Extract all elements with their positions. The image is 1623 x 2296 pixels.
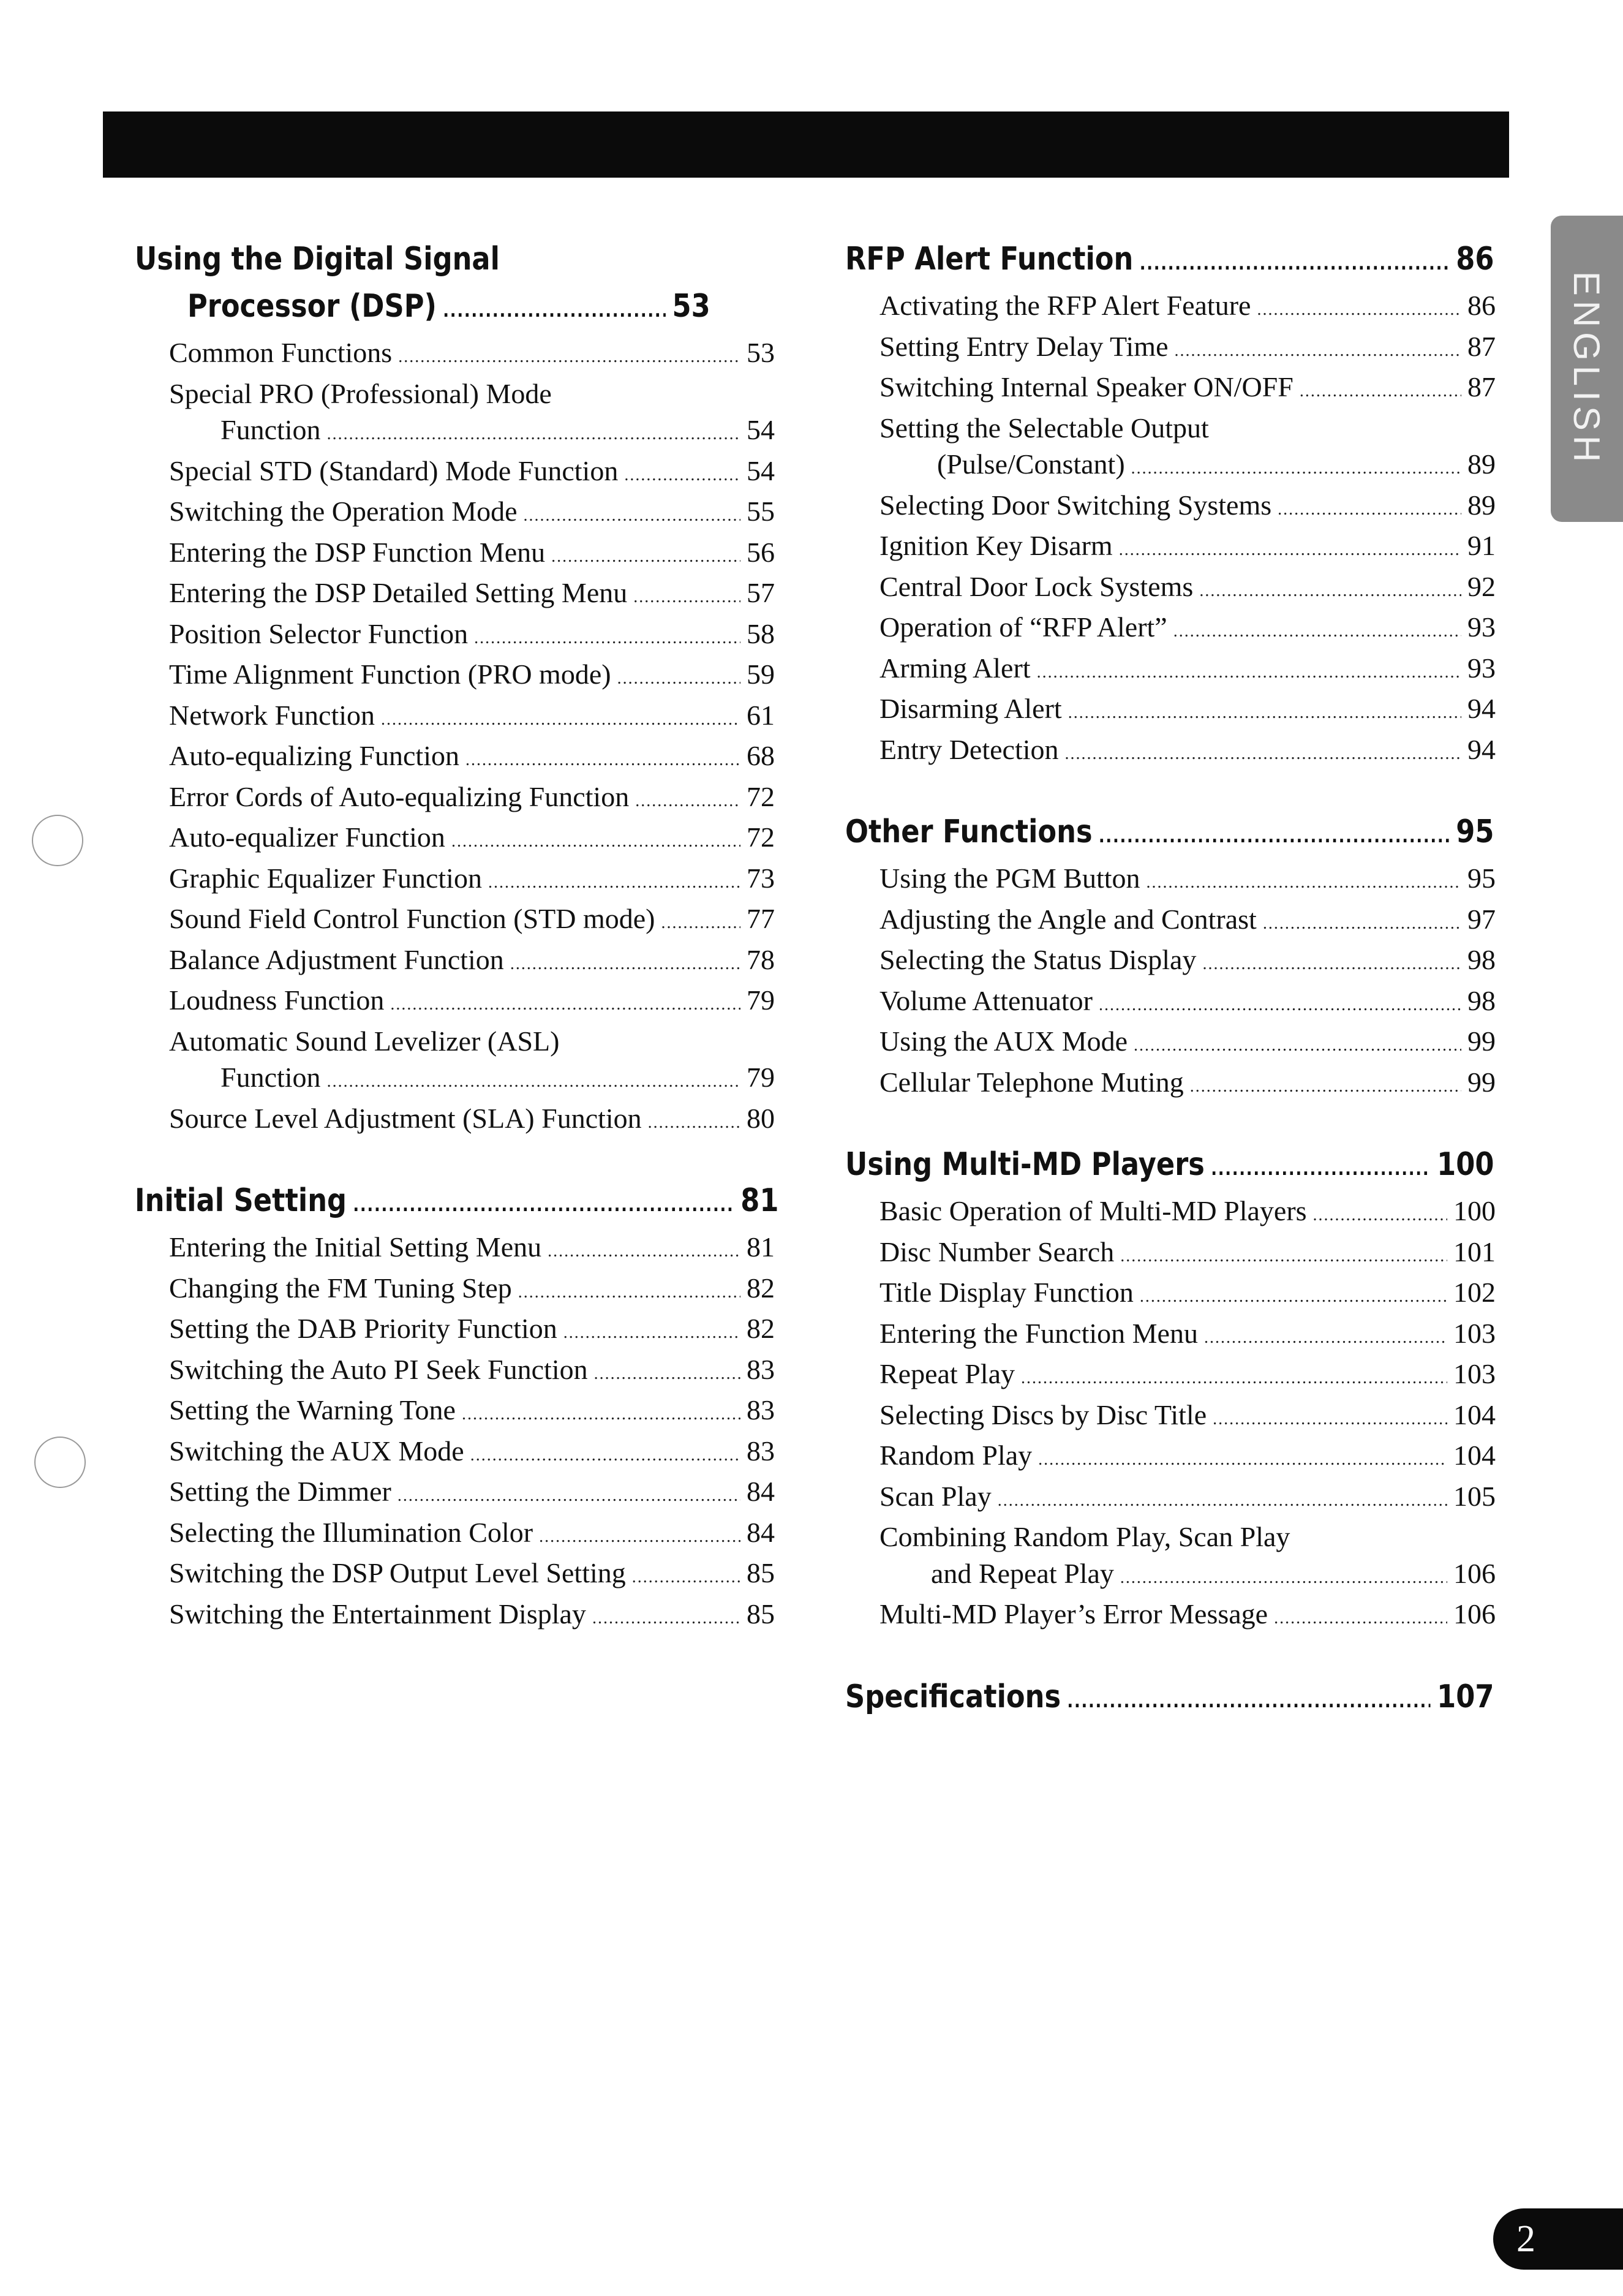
toc-entry-title: Loudness Function [169,984,385,1016]
toc-entry[interactable] [845,1356,1496,1397]
toc-entry-title: Central Door Lock Systems [879,570,1194,602]
toc-entry-title: Operation of “RFP Alert” [879,611,1167,643]
toc-entry[interactable] [135,493,775,534]
toc-page: 84 [747,1476,775,1507]
toc-entry[interactable] [845,860,1496,901]
dot-leader [1173,613,1461,650]
toc-left-column [135,236,779,1636]
dot-leader [1313,1197,1447,1234]
toc-entry-title: Auto-equalizing Function [169,740,459,771]
header-bar [103,111,1509,178]
toc-entry-title: Selecting Door Switching Systems [879,489,1272,521]
toc-page: 107 [1437,1678,1494,1715]
dot-leader [1147,864,1461,901]
toc-page: 99 [1467,1025,1496,1057]
dot-leader [1204,1320,1447,1356]
toc-entry-title: Entering the Initial Setting Menu [169,1231,542,1263]
dot-leader [1263,905,1461,942]
toc-entry[interactable] [135,412,775,453]
toc-entry-title: Switching the DSP Output Level Setting [169,1557,626,1588]
toc-entry-title: Selecting the Illumination Color [169,1516,533,1548]
toc-page: 103 [1453,1358,1496,1389]
dot-leader [398,339,740,376]
toc-entry[interactable] [135,1229,775,1270]
toc-page: 99 [1467,1066,1496,1098]
dot-leader [1140,1278,1447,1315]
dot-leader [998,1482,1447,1519]
toc-entry-title: Setting Entry Delay Time [879,330,1169,362]
dot-leader [1099,813,1450,860]
toc-entry-title: Using the AUX Mode [879,1025,1128,1057]
dot-leader [539,1519,740,1555]
toc-heading-dsp[interactable]: Using the Digital Signal [135,241,500,278]
dot-leader [1300,373,1461,410]
toc-entry-title: Balance Adjustment Function [169,943,504,975]
toc-page: 85 [747,1557,775,1588]
toc-entry[interactable] [135,534,775,575]
dot-leader [1274,1600,1447,1637]
toc-entry-title: Arming Alert [879,652,1031,684]
dot-leader [1190,1068,1461,1105]
toc-page: 58 [747,617,775,649]
toc-page: 78 [747,943,775,975]
dot-leader [510,946,740,983]
toc-entry[interactable] [135,1473,775,1514]
punch-hole-mark [32,815,83,866]
toc-entry[interactable] [135,901,775,942]
dot-leader [1278,491,1461,528]
toc-entry[interactable] [845,942,1496,983]
toc-entry[interactable] [135,982,775,1023]
toc-entry[interactable] [845,1023,1496,1064]
toc-entry-title: Sound Field Control Function (STD mode) [169,903,655,934]
punch-hole-mark [34,1437,86,1488]
toc-entry-title: Network Function [169,699,375,731]
dot-leader [462,1396,740,1433]
toc-entry-title: Setting the Dimmer [169,1476,391,1507]
toc-entry[interactable] [135,738,775,779]
toc-page: 54 [747,414,775,445]
toc-page: 85 [747,1598,775,1629]
toc-page: 103 [1453,1317,1496,1349]
language-tab-label: ENGLISH [1566,271,1608,467]
toc-entry[interactable] [135,453,775,494]
dot-leader [1213,1401,1447,1438]
dot-leader [633,579,740,616]
toc-page: 53 [747,337,775,368]
toc-page: 56 [747,536,775,568]
toc-entry[interactable] [845,690,1496,731]
toc-page: 72 [747,821,775,853]
toc-entry[interactable] [135,575,775,616]
toc-entry-title: Switching the Operation Mode [169,496,518,527]
toc-page: 95 [1456,814,1494,850]
dot-leader [1037,654,1461,691]
toc-entry-title: Switching the Auto PI Seek Function [169,1353,588,1385]
toc-page: 77 [747,903,775,934]
toc-entry-title: Ignition Key Disarm [879,530,1113,561]
toc-page: 91 [1467,530,1496,561]
toc-entry-title: Setting the Warning Tone [169,1394,456,1426]
toc-entry-title: Disc Number Search [879,1236,1115,1267]
toc-page: 57 [747,577,775,608]
dot-leader [488,864,740,901]
toc-entry[interactable] [135,1059,775,1100]
dot-leader [1021,1360,1447,1397]
toc-page: 86 [1456,241,1494,278]
toc-page: 93 [1467,611,1496,643]
toc-page: 79 [747,984,775,1016]
toc-page: 106 [1453,1598,1496,1629]
toc-page: 82 [747,1272,775,1304]
dot-leader [465,742,740,779]
toc-right-column [845,236,1496,1725]
toc-entry-title: Using the PGM Button [879,863,1140,894]
dot-leader [617,660,740,697]
toc-entry[interactable] [135,942,775,983]
toc-page: 68 [747,740,775,771]
toc-entry[interactable] [845,1596,1496,1637]
toc-entry[interactable] [135,1270,775,1311]
dot-leader [1211,1146,1431,1193]
dot-leader [1119,532,1461,568]
toc-entry[interactable] [135,697,775,738]
toc-entry[interactable] [135,334,775,376]
toc-entry[interactable] [845,650,1496,691]
toc-page: 81 [740,1182,779,1219]
toc-entry[interactable] [135,779,775,820]
dot-leader [1202,946,1461,983]
toc-entry-title: and Repeat Play [931,1557,1114,1589]
toc-page: 79 [747,1062,775,1093]
toc-entry-title: Switching the AUX Mode [169,1435,464,1467]
dot-leader [563,1315,740,1351]
toc-entry-title: Source Level Adjustment (SLA) Function [169,1102,642,1134]
toc-page: 89 [1467,489,1496,521]
dot-leader [1068,695,1461,731]
toc-entry-title: Time Alignment Function (PRO mode) [169,659,611,690]
toc-entry[interactable] [845,731,1496,772]
toc-heading-rfp[interactable]: RFP Alert Function ..... 86 [845,236,1494,287]
toc-page: 82 [747,1313,775,1344]
toc-entry[interactable] [135,1555,775,1596]
toc-entry[interactable] [845,1555,1496,1596]
dot-leader [451,823,740,860]
dot-leader [1120,1238,1447,1275]
toc-entry-line1[interactable]: Combining Random Play, Scan Play [879,1521,1290,1552]
toc-entry[interactable] [845,1397,1496,1438]
toc-page: 53 [672,288,710,325]
dot-leader [1175,333,1462,369]
dot-leader [594,1356,740,1392]
toc-entry-title: Common Functions [169,337,393,368]
toc-entry-title: Setting the DAB Priority Function [169,1313,557,1344]
dot-leader [381,701,740,738]
toc-entry-line1[interactable]: Special PRO (Professional) Mode [169,377,552,409]
toc-entry-title: Cellular Telephone Muting [879,1066,1184,1098]
toc-entry-title: Entering the DSP Detailed Setting Menu [169,577,628,608]
dot-leader [518,1274,740,1311]
toc-page: 105 [1453,1480,1496,1512]
toc-page: 93 [1467,652,1496,684]
dot-leader [661,905,741,942]
toc-entry-title: Entering the Function Menu [879,1317,1198,1349]
dot-leader [548,1233,740,1270]
toc-entry[interactable] [135,1351,775,1392]
section-gap [135,1141,775,1177]
toc-entry-title: Title Display Function [879,1277,1134,1308]
dot-leader [353,1182,734,1229]
toc-entry[interactable] [845,1315,1496,1356]
toc-entry-title: Position Selector Function [169,617,469,649]
dot-leader [327,1063,740,1100]
dot-leader [632,1559,740,1596]
toc-page: 55 [747,496,775,527]
toc-entry-title: Function [220,1062,321,1093]
dot-leader [470,1437,740,1474]
dot-leader [327,416,740,453]
toc-page: 92 [1467,570,1496,602]
toc-entry[interactable] [845,487,1496,528]
toc-entry[interactable] [845,527,1496,568]
toc-page: 59 [747,659,775,690]
toc-heading-specs[interactable]: Specifications ..... 107 [845,1674,1494,1725]
toc-page: 102 [1453,1277,1496,1308]
toc-entry[interactable] [845,1478,1496,1519]
toc-page: 73 [747,862,775,894]
dot-leader [1257,292,1461,328]
toc-entry-line1[interactable]: Automatic Sound Levelizer (ASL) [169,1025,560,1057]
dot-leader [635,783,740,820]
dot-leader [1140,240,1450,287]
toc-entry-title: Auto-equalizer Function [169,821,445,853]
language-tab[interactable] [1551,216,1623,522]
toc-entry-title: Adjusting the Angle and Contrast [879,903,1257,935]
section-gap [845,772,1496,809]
toc-entry[interactable] [135,1596,775,1637]
dot-leader [1065,736,1461,772]
toc-entry-title: Changing the FM Tuning Step [169,1272,512,1304]
toc-entry[interactable] [135,1433,775,1474]
dot-leader [1038,1441,1447,1478]
toc-entry-title: Activating the RFP Alert Feature [879,290,1251,321]
toc-entry-title: Basic Operation of Multi-MD Players [879,1195,1307,1226]
toc-entry[interactable] [845,1064,1496,1105]
toc-page: 95 [1467,863,1496,894]
toc-page: 61 [747,699,775,731]
toc-heading-multimd[interactable]: Using Multi-MD Players ..... 100 [845,1141,1494,1193]
section-gap [845,1637,1496,1674]
toc-entry[interactable] [135,819,775,860]
toc-page: 106 [1453,1557,1496,1589]
toc-entry-title: Error Cords of Auto-equalizing Function [169,780,630,812]
toc-entry[interactable] [845,568,1496,610]
toc-entry-title: Switching the Entertainment Display [169,1598,586,1629]
toc-entry-title: (Pulse/Constant) [937,448,1125,480]
dot-leader [1134,1027,1461,1064]
toc-page: 89 [1467,448,1496,480]
toc-heading-other[interactable]: Other Functions ..... 95 [845,809,1494,860]
toc-page: 72 [747,780,775,812]
toc-heading-initial[interactable]: Initial Setting ..... 81 [135,1177,778,1229]
dot-leader [390,986,740,1023]
dot-leader [474,620,740,657]
dot-leader [648,1105,740,1141]
toc-page: 94 [1467,733,1496,765]
toc-entry[interactable] [135,1310,775,1351]
toc-heading-dsp-line2[interactable]: Processor (DSP) ..... 53 [135,283,710,334]
toc-entry[interactable] [845,901,1496,942]
toc-page: 83 [747,1394,775,1426]
toc-entry[interactable] [845,1274,1496,1315]
toc-entry-title: Repeat Play [879,1358,1015,1389]
toc-page: 104 [1453,1399,1496,1430]
toc-page: 80 [747,1102,775,1134]
toc-page: 100 [1453,1195,1496,1226]
toc-entry[interactable] [845,369,1496,410]
toc-page: 104 [1453,1440,1496,1471]
dot-leader [397,1478,740,1514]
toc-page: 83 [747,1435,775,1467]
toc-entry[interactable] [845,1437,1496,1478]
toc-entry-title: Special STD (Standard) Mode Function [169,455,619,486]
toc-entry[interactable] [845,287,1496,328]
toc-page: 97 [1467,903,1496,935]
toc-entry-title: Scan Play [879,1480,992,1512]
toc-entry-title: Volume Attenuator [879,984,1093,1016]
toc-page: 101 [1453,1236,1496,1267]
dot-leader [1067,1678,1430,1725]
toc-entry[interactable] [845,983,1496,1024]
dot-leader [443,287,666,334]
toc-page: 87 [1467,371,1496,402]
toc-page: 54 [747,455,775,486]
toc-page: 98 [1467,984,1496,1016]
toc-entry[interactable] [845,328,1496,369]
toc-entry[interactable] [135,860,775,901]
toc-entry-title: Disarming Alert [879,693,1062,724]
toc-entry[interactable] [845,446,1496,487]
toc-page: 86 [1467,290,1496,321]
toc-entry-line1[interactable]: Setting the Selectable Output [879,412,1209,444]
toc-entry-title: Entering the DSP Function Menu [169,536,546,568]
toc-entry-title: Entry Detection [879,733,1059,765]
toc-entry[interactable] [135,1392,775,1433]
toc-page: 94 [1467,693,1496,724]
toc-page: 84 [747,1516,775,1548]
toc-entry[interactable] [135,616,775,657]
toc-page: 87 [1467,330,1496,362]
dot-leader [524,497,740,534]
dot-leader [1199,573,1461,610]
toc-entry-title: Multi-MD Player’s Error Message [879,1598,1268,1629]
toc-entry[interactable] [135,1514,775,1555]
dot-leader [1120,1560,1447,1596]
toc-entry[interactable] [845,1234,1496,1275]
dot-leader [1131,450,1461,487]
toc-page: 100 [1437,1146,1494,1183]
toc-entry-title: Random Play [879,1440,1033,1471]
dot-leader [592,1600,740,1637]
page-number: 2 [1493,2208,1623,2270]
toc-entry-title: Selecting the Status Display [879,944,1197,975]
toc-entry-title: Graphic Equalizer Function [169,862,482,894]
toc-entry[interactable] [135,1100,775,1141]
dot-leader [624,457,740,494]
dot-leader [551,538,740,575]
toc-entry[interactable] [845,1193,1496,1234]
toc-page: 98 [1467,944,1496,975]
toc-entry-title: Switching Internal Speaker ON/OFF [879,371,1294,402]
toc-entry[interactable] [845,609,1496,650]
toc-page: 83 [747,1353,775,1385]
dot-leader [1099,987,1461,1024]
toc-entry-title: Selecting Discs by Disc Title [879,1399,1207,1430]
toc-page: 81 [747,1231,775,1263]
toc-entry[interactable] [135,656,775,697]
toc-entry-title: Function [220,414,321,445]
section-gap [845,1105,1496,1141]
